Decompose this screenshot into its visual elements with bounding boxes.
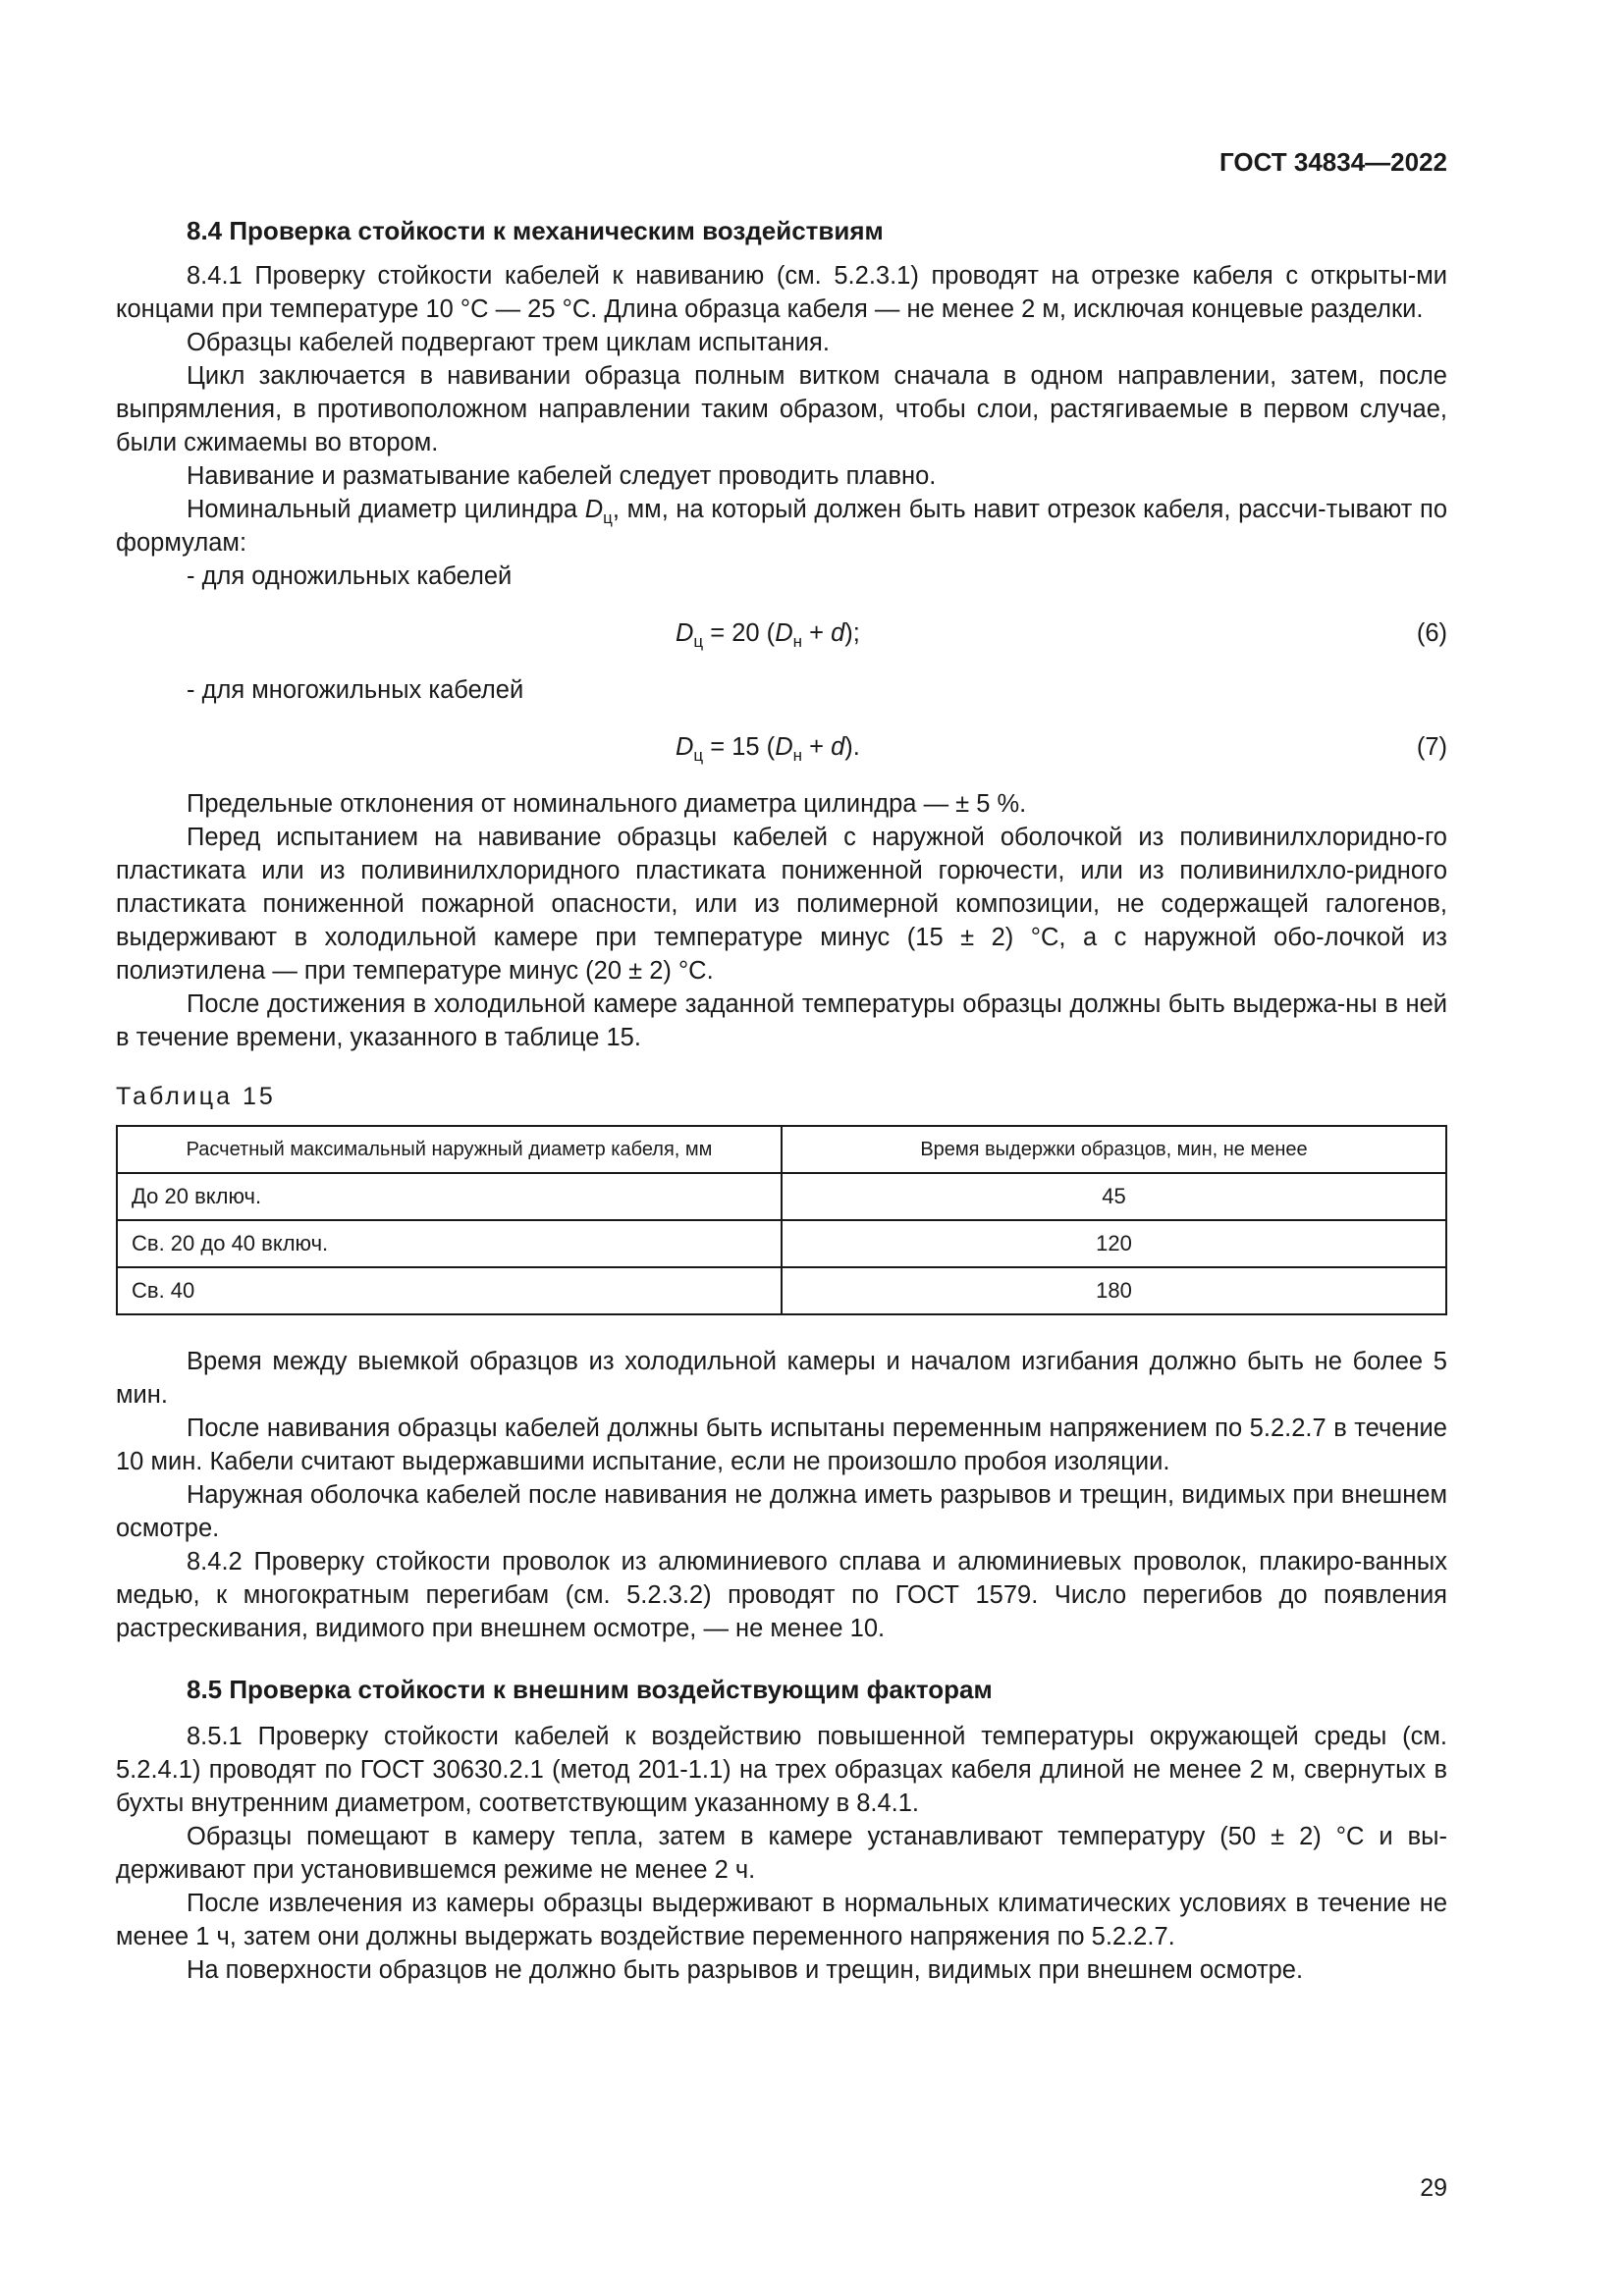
table-header-row [117,1126,1446,1173]
paragraph: Образцы помещают в камеру тепла, затем в камере устанавливают температуру (50 ± 2) °С и вы-держивают при установившемся режиме не менее 2 ч. [116,1823,1447,1884]
text: = 20 ( [703,619,776,647]
variable: d [831,733,845,761]
section-8-4-title: 8.4 Проверка стойкости к механическим воздействиям [187,216,884,245]
text: ); [844,619,860,647]
formula-expression [676,616,860,650]
subscript: ц [603,508,613,527]
table-row [117,1267,1446,1314]
table-caption: Таблица 15 [116,1083,276,1110]
formula-expression [676,730,860,764]
section-8-5-title: 8.5 Проверка стойкости к внешним воздействующим факторам [187,1675,993,1704]
variable: D [775,619,793,647]
subscript: н [792,746,802,765]
table-cell: 180 [782,1267,1446,1314]
paragraph: После достижения в холодильной камере заданной температуры образцы должны быть выдержа-ны в ней в течение времени, указанного в таблице 15. [116,990,1447,1051]
table-row [117,1220,1446,1267]
paragraph: Цикл заключается в навивании образца полным витком сначала в одном направлении, затем, после выпрямления, в противоположном направлении таким образом, чтобы слои, растягиваемые в первом случае, были сжимаемы во втором. [116,362,1447,456]
table-row [117,1173,1446,1220]
variable: d [831,619,845,647]
text: + [802,619,832,647]
text: Номинальный диаметр цилиндра [187,496,578,523]
text: , мм, на который должен быть навит отрезок кабеля, рассчи-тывают по формулам: [116,496,1447,557]
paragraph: Наружная оболочка кабелей после навивания не должна иметь разрывов и трещин, видимых при внешнем осмотре. [116,1481,1447,1542]
paragraph-diameter [116,493,1447,560]
variable: D [775,733,793,761]
paragraph-8-4-2: 8.4.2 Проверку стойкости проволок из алюминиевого сплава и алюминиевых проволок, плакиро-ванных медью, к многократным перегибам (см. 5.2.3.2) проводят по ГОСТ 1579. Число перегибов до появления растрескивания, видимого при внешнем осмотре, — не менее 10. [116,1548,1447,1642]
standard-code: ГОСТ 34834—2022 [1219,147,1447,177]
text: = 15 ( [703,733,776,761]
column-header-time: Время выдержки образцов, мин, не менее [782,1126,1446,1173]
subscript: ц [693,746,704,765]
subscript: н [792,632,802,651]
table-cell: 120 [782,1220,1446,1267]
table-cell: Св. 20 до 40 включ. [117,1220,782,1267]
formula-7 [116,730,1447,764]
paragraph: После извлечения из камеры образцы выдерживают в нормальных климатических условиях в течение не менее 1 ч, затем они должны выдержать воздействие переменного напряжения по 5.2.2.7. [116,1890,1447,1950]
list-item: - для многожильных кабелей [187,676,524,704]
formula-number: (6) [1416,619,1447,647]
paragraph: Навивание и разматывание кабелей следует проводить плавно. [187,462,937,490]
variable: D [676,619,694,647]
text: ). [844,733,860,761]
variable: D [676,733,694,761]
page-body [116,137,1447,1987]
paragraph-8-4-1: 8.4.1 Проверку стойкости кабелей к навиванию (см. 5.2.3.1) проводят на отрезке кабеля с открыты-ми концами при температуре 10 °С — 25 °С. Длина образца кабеля — не менее 2 м, исключая концевые разделки. [116,262,1447,323]
table-cell: 45 [782,1173,1446,1220]
list-item: - для одножильных кабелей [187,562,513,590]
formula-number: (7) [1416,733,1447,761]
paragraph: Перед испытанием на навивание образцы кабелей с наружной оболочкой из поливинилхлоридно-го пластиката или из поливинилхлоридного пластиката пониженной горючести, или из поливинилхло-ридного пластиката пониженной пожарной опасности, или из полимерной композиции, не содержащей галогенов, выдерживают в холодильной камере при температуре минус (15 ± 2) °С, а с наружной обо-лочкой из полиэтилена — при температуре минус (20 ± 2) °С. [116,824,1447,985]
paragraph: Время между выемкой образцов из холодильной камеры и началом изгибания должно быть не более 5 мин. [116,1348,1447,1409]
variable: D [584,496,604,523]
paragraph: На поверхности образцов не должно быть разрывов и трещин, видимых при внешнем осмотре. [187,1956,1304,1984]
table-cell: До 20 включ. [117,1173,782,1220]
formula-6 [116,616,1447,650]
paragraph-8-5-1: 8.5.1 Проверку стойкости кабелей к воздействию повышенной температуры окружающей среды (см. 5.2.4.1) проводят по ГОСТ 30630.2.1 (метод 201-1.1) на трех образцах кабеля длиной не менее 2 м, свернутых в бухты внутренним диаметром, соответствующим указанному в 8.4.1. [116,1723,1447,1817]
column-header-diameter: Расчетный максимальный наружный диаметр кабеля, мм [117,1126,782,1173]
table-15 [116,1125,1447,1315]
subscript: ц [693,632,704,651]
paragraph: После навивания образцы кабелей должны быть испытаны переменным напряжением по 5.2.2.7 в течение 10 мин. Кабели считают выдержавшими испытание, если не произошло пробоя изоляции. [116,1415,1447,1475]
paragraph: Образцы кабелей подвергают трем циклам испытания. [187,329,830,356]
paragraph: Предельные отклонения от номинального диаметра цилиндра — ± 5 %. [187,790,1027,818]
table-cell: Св. 40 [117,1267,782,1314]
page-number: 29 [1420,2174,1447,2202]
text: + [802,733,832,761]
